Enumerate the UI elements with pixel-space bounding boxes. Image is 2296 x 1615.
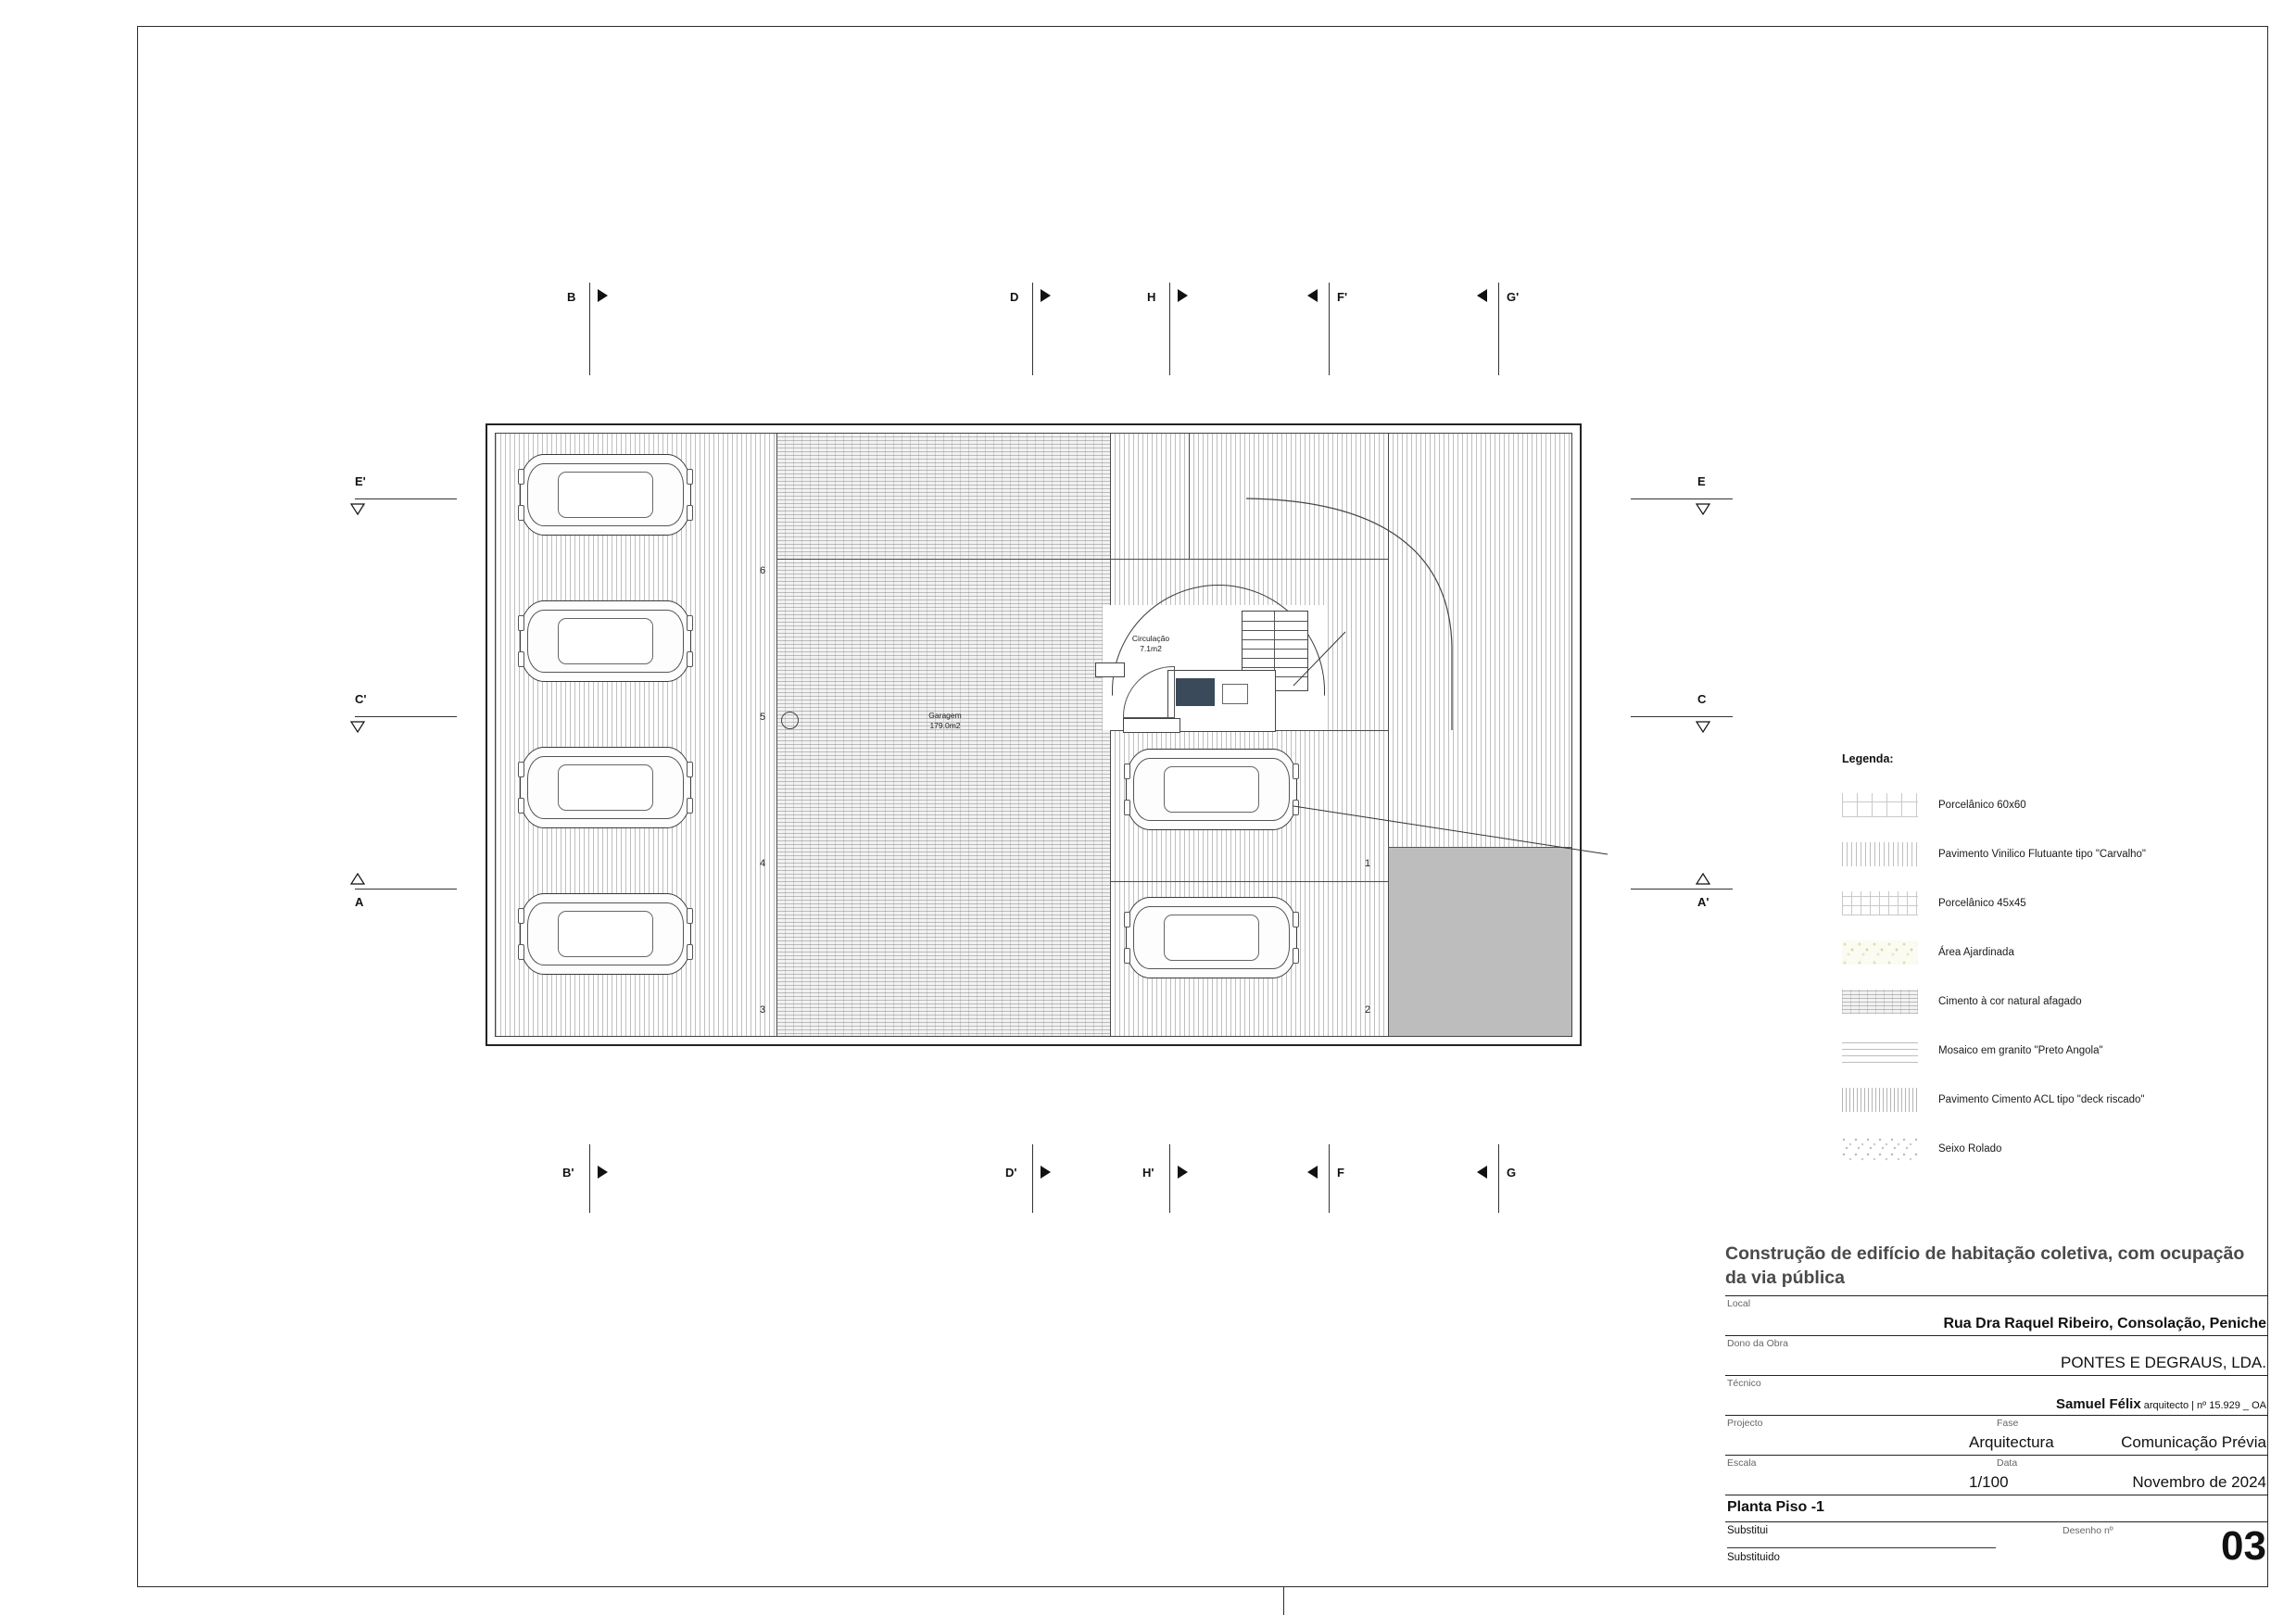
room-label-circulacao: Circulação 7.1m2 bbox=[1131, 634, 1170, 653]
owner-caption: Dono da Obra bbox=[1727, 1338, 1788, 1349]
substituido-caption: Substituido bbox=[1727, 1552, 1780, 1563]
car-symbol bbox=[520, 893, 691, 975]
technician-name: Samuel Félix bbox=[2055, 1396, 2141, 1412]
section-arrow-icon bbox=[1477, 1166, 1487, 1179]
legend-item bbox=[1842, 977, 2213, 1026]
section-arrow-icon bbox=[1041, 289, 1051, 302]
legend-item bbox=[1842, 878, 2213, 927]
legend-item bbox=[1842, 829, 2213, 878]
stall-number-4: 4 bbox=[760, 858, 766, 869]
stall-number-1: 1 bbox=[1365, 858, 1371, 869]
section-arrow-icon bbox=[1694, 503, 1712, 516]
section-arrow-icon bbox=[348, 503, 367, 516]
legend-label: Porcelânico 45x45 bbox=[1938, 897, 2026, 909]
axis-label-bottom-3: F bbox=[1337, 1166, 1344, 1180]
legend-label: Seixo Rolado bbox=[1938, 1142, 2002, 1154]
section-arrow-icon bbox=[1041, 1166, 1051, 1179]
legend-panel bbox=[1842, 752, 2213, 1173]
section-arrow-icon bbox=[1694, 873, 1712, 886]
technician-caption: Técnico bbox=[1727, 1378, 1761, 1389]
local-caption: Local bbox=[1727, 1298, 1751, 1309]
legend-swatch-pavimento-vinilico bbox=[1842, 842, 1918, 866]
phase-caption: Fase bbox=[1997, 1418, 2019, 1429]
titleblock-row-technician bbox=[1725, 1375, 2268, 1415]
legend-title: Legenda: bbox=[1842, 752, 1894, 765]
room-label-garagem: Garagem 179.0m2 bbox=[928, 711, 962, 730]
legend-item bbox=[1842, 1124, 2213, 1173]
legend-swatch-area-ajardinada bbox=[1842, 940, 1918, 965]
sheet-fold-tick bbox=[1283, 1586, 1284, 1615]
axis-label-top-3: F' bbox=[1337, 290, 1348, 304]
legend-label: Área Ajardinada bbox=[1938, 946, 2014, 958]
stall-number-5: 5 bbox=[760, 712, 766, 723]
scale-caption: Escala bbox=[1727, 1457, 1757, 1469]
car-symbol bbox=[520, 600, 691, 682]
section-arrow-icon bbox=[348, 721, 367, 734]
section-arrow-icon bbox=[1477, 289, 1487, 302]
axis-label-top-2: H bbox=[1147, 290, 1156, 304]
legend-swatch-porcelanico-45x45 bbox=[1842, 891, 1918, 915]
legend-label: Pavimento Cimento ACL tipo "deck riscado" bbox=[1938, 1093, 2145, 1105]
legend-label: Cimento à cor natural afagado bbox=[1938, 995, 2082, 1007]
date-caption: Data bbox=[1997, 1457, 2018, 1469]
project-title: Construção de edifício de habitação coletiva, com ocupação da via pública bbox=[1725, 1243, 2245, 1288]
legend-swatch-porcelanico-60x60 bbox=[1842, 793, 1918, 817]
titleblock-footer bbox=[1725, 1521, 2268, 1574]
axis-label-right-1: C bbox=[1697, 692, 1707, 706]
phase-value: Comunicação Prévia bbox=[2121, 1433, 2266, 1451]
legend-item bbox=[1842, 927, 2213, 977]
sheet-frame-top bbox=[137, 26, 2268, 27]
axis-label-bottom-4: G bbox=[1507, 1166, 1517, 1180]
local-value: Rua Dra Raquel Ribeiro, Consolação, Peniche bbox=[1943, 1316, 2266, 1331]
titleblock-row-owner bbox=[1725, 1335, 2268, 1375]
section-arrow-icon bbox=[1694, 721, 1712, 734]
project-value: Arquitectura bbox=[1969, 1433, 2054, 1451]
axis-label-left-0: E' bbox=[355, 474, 366, 488]
sheet-frame-bottom bbox=[137, 1586, 2268, 1587]
car-symbol bbox=[520, 747, 691, 828]
date-value: Novembro de 2024 bbox=[2132, 1473, 2266, 1491]
axis-label-right-0: E bbox=[1697, 474, 1706, 488]
section-arrow-icon bbox=[598, 289, 608, 302]
axis-label-bottom-1: D' bbox=[1005, 1166, 1017, 1180]
axis-label-bottom-2: H' bbox=[1142, 1166, 1154, 1180]
substitui-caption: Substitui bbox=[1727, 1525, 1769, 1536]
project-caption: Projecto bbox=[1727, 1418, 1763, 1429]
axis-label-right-2: A' bbox=[1697, 895, 1709, 909]
legend-swatch-mosaico-granito bbox=[1842, 1039, 1918, 1063]
legend-label: Mosaico em granito "Preto Angola" bbox=[1938, 1044, 2103, 1056]
section-arrow-icon bbox=[348, 873, 367, 886]
titleblock-row-scale-date bbox=[1725, 1455, 2268, 1495]
titleblock-row-local bbox=[1725, 1295, 2268, 1335]
column-circle bbox=[781, 712, 799, 729]
scale-value: 1/100 bbox=[1969, 1473, 2009, 1491]
section-arrow-icon bbox=[598, 1166, 608, 1179]
technician-detail: arquitecto | nº 15.929 _ OA bbox=[2143, 1400, 2266, 1411]
sheet-title: Planta Piso -1 bbox=[1725, 1495, 2268, 1521]
axis-label-left-2: A bbox=[355, 895, 364, 909]
section-arrow-icon bbox=[1307, 1166, 1318, 1179]
axis-label-bottom-0: B' bbox=[562, 1166, 574, 1180]
axis-label-top-4: G' bbox=[1507, 290, 1520, 304]
zone-ramp-solid bbox=[1388, 847, 1572, 1037]
zone-garage-circulation bbox=[776, 434, 1110, 1037]
legend-swatch-seixo-rolado bbox=[1842, 1137, 1918, 1161]
sheet-frame-left bbox=[137, 26, 138, 1587]
section-arrow-icon bbox=[1307, 289, 1318, 302]
drawing-number: 03 bbox=[2221, 1523, 2266, 1569]
drawing-number-caption: Desenho nº bbox=[2063, 1525, 2113, 1536]
legend-item bbox=[1842, 1026, 2213, 1075]
stall-number-3: 3 bbox=[760, 1004, 766, 1016]
stall-number-6: 6 bbox=[760, 565, 766, 576]
car-symbol bbox=[520, 454, 691, 536]
legend-swatch-cimento-afagado bbox=[1842, 990, 1918, 1014]
car-symbol bbox=[1126, 897, 1297, 978]
legend-item bbox=[1842, 1075, 2213, 1124]
axis-label-left-1: C' bbox=[355, 692, 367, 706]
titleblock-row-project-phase bbox=[1725, 1415, 2268, 1455]
owner-value: PONTES E DEGRAUS, LDA. bbox=[2061, 1354, 2266, 1371]
legend-label: Porcelânico 60x60 bbox=[1938, 799, 2026, 811]
axis-label-top-0: B bbox=[567, 290, 576, 304]
stall-number-2: 2 bbox=[1365, 1004, 1371, 1016]
section-arrow-icon bbox=[1178, 1166, 1188, 1179]
legend-item bbox=[1842, 780, 2213, 829]
title-block bbox=[1725, 1242, 2268, 1574]
legend-swatch-pavimento-deck bbox=[1842, 1088, 1918, 1112]
technician-value bbox=[2056, 1396, 2266, 1412]
annotation-leaders bbox=[1288, 593, 1659, 871]
section-arrow-icon bbox=[1178, 289, 1188, 302]
axis-label-top-1: D bbox=[1010, 290, 1019, 304]
legend-label: Pavimento Vinilico Flutuante tipo "Carvalho" bbox=[1938, 848, 2147, 860]
